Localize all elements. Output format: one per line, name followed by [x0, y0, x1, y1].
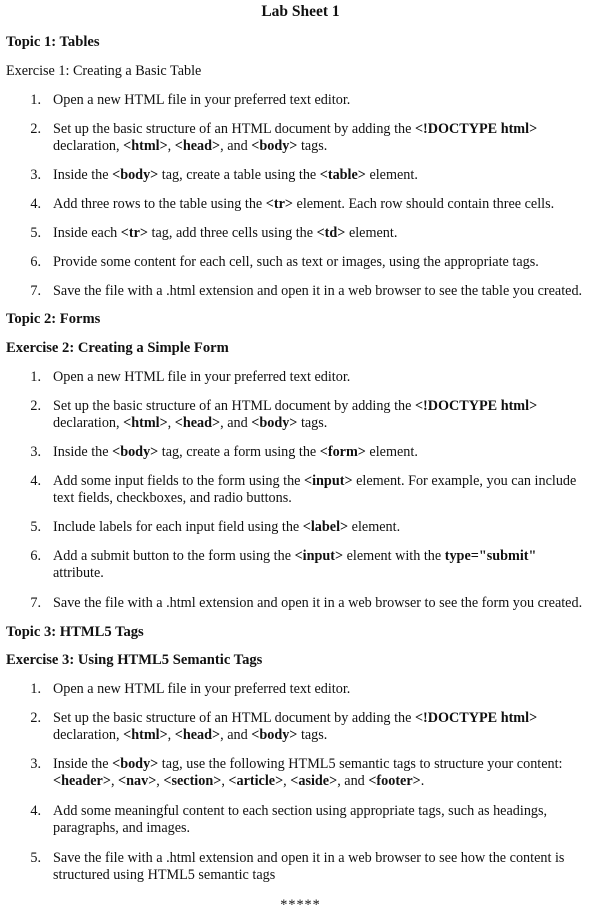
- item-text-line: Add three rows to the table using the <tr> element. Each row should contain three cells.: [53, 196, 555, 212]
- item-number: 7.: [30, 283, 41, 299]
- exercise-1-heading: Exercise 1: Creating a Basic Table: [6, 63, 202, 79]
- code-tag: <body>: [251, 415, 298, 431]
- page-title: Lab Sheet 1: [261, 3, 340, 20]
- item-text-line: paragraphs, and images.: [53, 820, 191, 836]
- code-tag: type="submit": [444, 548, 537, 564]
- item-number: 7.: [30, 595, 41, 611]
- item-number: 2.: [30, 121, 41, 137]
- item-text-line: Open a new HTML file in your preferred text editor.: [53, 681, 351, 697]
- item-number: 5.: [30, 850, 41, 866]
- item-text-line: Save the file with a .html extension and open it in a web browser to see the table you created.: [53, 283, 583, 299]
- item-number: 6.: [30, 548, 41, 564]
- item-text-line: Set up the basic structure of an HTML document by adding the <!DOCTYPE html>: [53, 121, 538, 137]
- item-text: [53, 548, 601, 582]
- item-number: 4.: [30, 803, 41, 819]
- item-text-line: Set up the basic structure of an HTML document by adding the <!DOCTYPE html>: [53, 398, 538, 414]
- topic-2-heading: Topic 2: Forms: [6, 311, 101, 327]
- item-text: [53, 167, 601, 184]
- code-tag: <head>: [174, 415, 221, 431]
- item-text: [53, 473, 601, 507]
- item-number: 1.: [30, 369, 41, 385]
- item-number: 1.: [30, 92, 41, 108]
- item-text-line: declaration, <html>, <head>, and <body> tags.: [53, 415, 328, 431]
- code-tag: <td>: [316, 225, 346, 241]
- item-text-line: Inside the <body> tag, create a form using the <form> element.: [53, 444, 418, 460]
- item-text: [53, 225, 601, 242]
- item-text: [53, 710, 601, 744]
- code-tag: <html>: [123, 415, 168, 431]
- code-tag: <body>: [112, 167, 159, 183]
- item-number: 3.: [30, 756, 41, 772]
- item-number: 4.: [30, 473, 41, 489]
- code-tag: <!DOCTYPE html>: [414, 121, 538, 137]
- code-tag: <section>: [163, 773, 222, 789]
- code-tag: <input>: [304, 473, 353, 489]
- topic-3-heading: Topic 3: HTML5 Tags: [6, 624, 144, 640]
- item-text: [53, 850, 601, 884]
- item-text-line: Add some meaningful content to each section using appropriate tags, such as headings,: [53, 803, 548, 819]
- item-text-line: declaration, <html>, <head>, and <body> tags.: [53, 727, 328, 743]
- item-number: 6.: [30, 254, 41, 270]
- code-tag: <!DOCTYPE html>: [414, 398, 538, 414]
- code-tag: <article>: [228, 773, 284, 789]
- item-number: 2.: [30, 398, 41, 414]
- code-tag: <table>: [319, 167, 366, 183]
- item-text: [53, 681, 601, 698]
- code-tag: <html>: [123, 727, 168, 743]
- item-text-line: Save the file with a .html extension and open it in a web browser to see how the content is: [53, 850, 565, 866]
- item-text: [53, 803, 601, 837]
- item-text-line: Save the file with a .html extension and open it in a web browser to see the form you created.: [53, 595, 583, 611]
- item-text: [53, 92, 601, 109]
- exercise-3-heading: Exercise 3: Using HTML5 Semantic Tags: [6, 652, 263, 668]
- code-tag: <tr>: [265, 196, 293, 212]
- item-text-line: Provide some content for each cell, such as text or images, using the appropriate tags.: [53, 254, 539, 270]
- topic-1-heading: Topic 1: Tables: [6, 34, 100, 50]
- item-text-line: Open a new HTML file in your preferred text editor.: [53, 92, 351, 108]
- item-text: [53, 398, 601, 432]
- end-marker: *****: [280, 897, 321, 913]
- item-number: 3.: [30, 444, 41, 460]
- item-number: 4.: [30, 196, 41, 212]
- item-text-line: structured using HTML5 semantic tags: [53, 867, 276, 883]
- item-text: [53, 756, 601, 790]
- item-number: 5.: [30, 225, 41, 241]
- code-tag: <html>: [123, 138, 168, 154]
- code-tag: <header>: [53, 773, 111, 789]
- code-tag: <body>: [112, 444, 159, 460]
- item-text-line: Open a new HTML file in your preferred text editor.: [53, 369, 351, 385]
- item-text-line: Inside the <body> tag, create a table using the <table> element.: [53, 167, 418, 183]
- item-text-line: text fields, checkboxes, and radio buttons.: [53, 490, 292, 506]
- code-tag: <input>: [294, 548, 344, 564]
- item-text-line: Inside each <tr> tag, add three cells using the <td> element.: [53, 225, 398, 241]
- code-tag: <form>: [319, 444, 366, 460]
- item-text: [53, 519, 601, 536]
- item-text: [53, 369, 601, 386]
- item-text-line: attribute.: [53, 565, 104, 581]
- item-number: 2.: [30, 710, 41, 726]
- item-number: 1.: [30, 681, 41, 697]
- code-tag: <footer>: [368, 773, 421, 789]
- item-number: 3.: [30, 167, 41, 183]
- item-text: [53, 444, 601, 461]
- code-tag: <head>: [174, 727, 221, 743]
- code-tag: <!DOCTYPE html>: [414, 710, 538, 726]
- item-number: 5.: [30, 519, 41, 535]
- item-text-line: Set up the basic structure of an HTML document by adding the <!DOCTYPE html>: [53, 710, 538, 726]
- item-text-line: Inside the <body> tag, use the following HTML5 semantic tags to structure your content:: [53, 756, 563, 772]
- code-tag: <body>: [251, 727, 298, 743]
- code-tag: <tr>: [120, 225, 148, 241]
- item-text: [53, 196, 601, 213]
- item-text-line: Add a submit button to the form using the <input> element with the type="submit": [53, 548, 537, 564]
- code-tag: <head>: [174, 138, 221, 154]
- item-text-line: <header>, <nav>, <section>, <article>, <aside>, and <footer>.: [53, 773, 425, 789]
- item-text: [53, 121, 601, 155]
- code-tag: <nav>: [118, 773, 157, 789]
- code-tag: <body>: [112, 756, 159, 772]
- item-text-line: Add some input fields to the form using the <input> element. For example, you can include: [53, 473, 577, 489]
- item-text-line: Include labels for each input field using the <label> element.: [53, 519, 401, 535]
- item-text-line: declaration, <html>, <head>, and <body> tags.: [53, 138, 328, 154]
- exercise-2-heading: Exercise 2: Creating a Simple Form: [6, 340, 229, 356]
- item-text: [53, 595, 601, 612]
- item-text: [53, 254, 601, 271]
- code-tag: <label>: [302, 519, 349, 535]
- code-tag: <aside>: [290, 773, 338, 789]
- code-tag: <body>: [251, 138, 298, 154]
- item-text: [53, 283, 601, 300]
